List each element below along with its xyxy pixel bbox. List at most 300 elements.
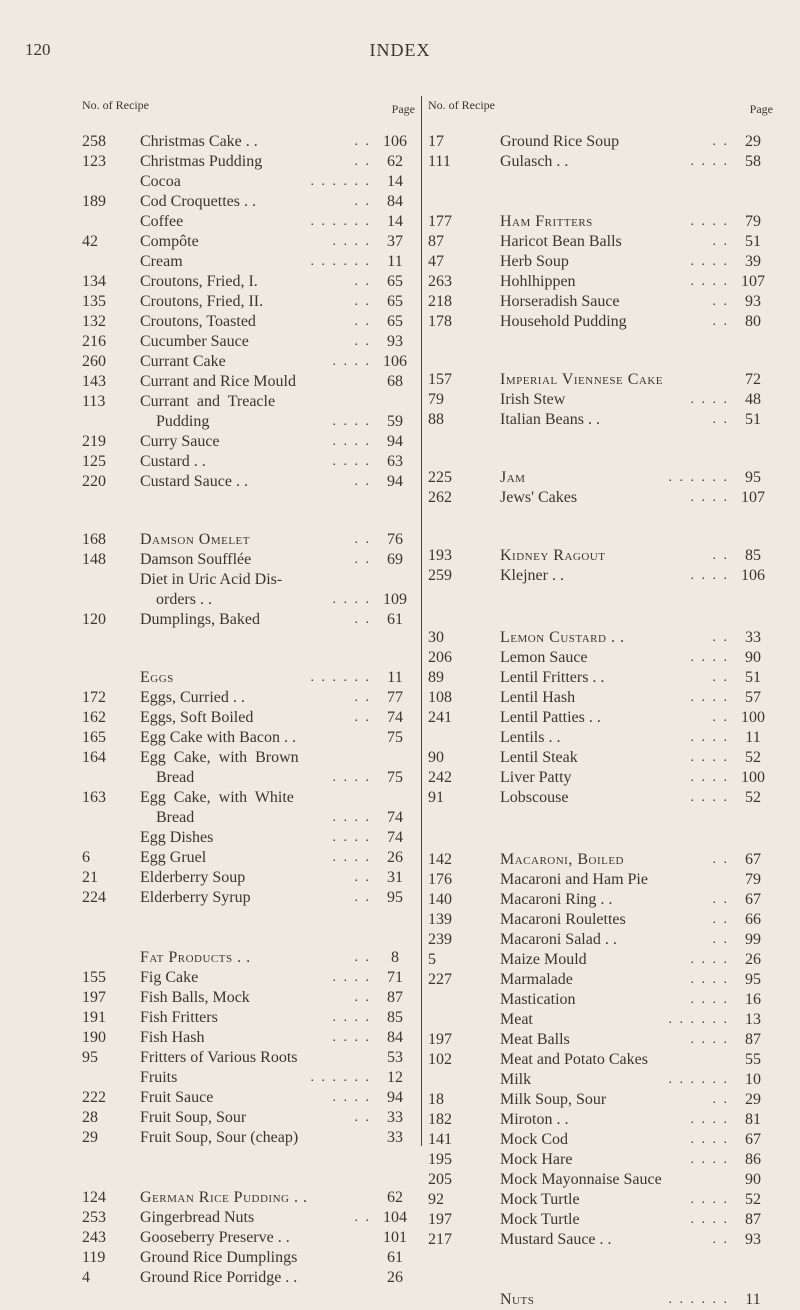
- page-reference: 75: [387, 769, 403, 786]
- recipe-number: 260: [82, 353, 106, 370]
- page-reference: 69: [387, 551, 403, 568]
- recipe-number: 123: [82, 153, 106, 170]
- recipe-number: 155: [82, 969, 106, 986]
- recipe-name: Kidney Ragout: [500, 547, 606, 564]
- page-reference: 59: [387, 413, 403, 430]
- recipe-name: Mock Cod: [500, 1131, 568, 1148]
- recipe-name: Gooseberry Preserve . .: [140, 1229, 290, 1246]
- page-reference: 52: [745, 749, 761, 766]
- leader-dots: . .: [354, 474, 371, 489]
- page-reference: 65: [387, 313, 403, 330]
- page-reference: 109: [383, 591, 407, 608]
- leader-dots: . . . .: [332, 1030, 371, 1045]
- page-reference: 26: [745, 951, 761, 968]
- recipe-name: Italian Beans . .: [500, 411, 600, 428]
- index-entry: [82, 968, 415, 988]
- leader-dots: . .: [712, 670, 729, 685]
- page-reference: 94: [387, 433, 403, 450]
- recipe-name: Gingerbread Nuts: [140, 1209, 255, 1226]
- page-reference: 71: [387, 969, 403, 986]
- leader-dots: . . . .: [690, 214, 729, 229]
- recipe-name: Milk Soup, Sour: [500, 1091, 607, 1108]
- leader-dots: . .: [354, 134, 371, 149]
- recipe-number: 108: [428, 689, 452, 706]
- recipe-name: Lentil Hash: [500, 689, 576, 706]
- index-entry: [428, 1130, 773, 1150]
- page-reference: 52: [745, 789, 761, 806]
- recipe-number: 191: [82, 1009, 106, 1026]
- recipe-number: 189: [82, 193, 106, 210]
- recipe-number: 132: [82, 313, 106, 330]
- index-entry: [82, 432, 415, 452]
- leader-dots: . . . .: [690, 750, 729, 765]
- leader-dots: . . . .: [690, 1032, 729, 1047]
- page-reference: 63: [387, 453, 403, 470]
- recipe-name: Meat and Potato Cakes: [500, 1051, 648, 1068]
- leader-dots: . . . .: [690, 1132, 729, 1147]
- page-reference: 61: [387, 1249, 403, 1266]
- index-entry: [82, 232, 415, 252]
- recipe-name: Hohlhippen: [500, 273, 576, 290]
- leader-dots: . . . . . .: [668, 1292, 729, 1307]
- index-entry: [82, 412, 415, 432]
- recipe-number: 182: [428, 1111, 452, 1128]
- leader-dots: . .: [354, 890, 371, 905]
- leader-dots: . .: [712, 234, 729, 249]
- recipe-number: 142: [428, 851, 452, 868]
- leader-dots: . . . .: [690, 568, 729, 583]
- index-entry: [428, 930, 773, 950]
- recipe-name: Compôte: [140, 233, 199, 250]
- index-entry: [82, 212, 415, 232]
- recipe-number: 139: [428, 911, 452, 928]
- leader-dots: . .: [712, 134, 729, 149]
- recipe-number: 5: [428, 951, 436, 968]
- leader-dots: . .: [354, 334, 371, 349]
- recipe-number: 239: [428, 931, 452, 948]
- recipe-name: Egg Dishes: [140, 829, 214, 846]
- recipe-number: 165: [82, 729, 106, 746]
- index-entry: [82, 1108, 415, 1128]
- recipe-number: 162: [82, 709, 106, 726]
- page-reference: 81: [745, 1111, 761, 1128]
- index-entry: [82, 808, 415, 828]
- page-reference: 66: [745, 911, 761, 928]
- leader-dots: . .: [712, 314, 729, 329]
- recipe-name: Bread: [140, 809, 195, 826]
- leader-dots: . . . .: [332, 454, 371, 469]
- recipe-number: 193: [428, 547, 452, 564]
- recipe-name: Mock Mayonnaise Sauce: [500, 1171, 662, 1188]
- recipe-name: Gulasch . .: [500, 153, 569, 170]
- index-entry: [82, 1268, 415, 1288]
- recipe-name: Irish Stew: [500, 391, 566, 408]
- page-reference: 39: [745, 253, 761, 270]
- page-reference: 77: [387, 689, 403, 706]
- recipe-number: 143: [82, 373, 106, 390]
- leader-dots: . .: [354, 314, 371, 329]
- index-entry: [82, 192, 415, 212]
- recipe-number: 262: [428, 489, 452, 506]
- index-entry: [82, 152, 415, 172]
- recipe-name: Elderberry Syrup: [140, 889, 251, 906]
- recipe-number: 30: [428, 629, 444, 646]
- recipe-number: 168: [82, 531, 106, 548]
- index-entry: [82, 452, 415, 472]
- index-entry: [428, 890, 773, 910]
- recipe-name: Egg Cake with Bacon . .: [140, 729, 296, 746]
- recipe-number: 17: [428, 133, 444, 150]
- index-entry: [428, 1050, 773, 1070]
- recipe-name: Ground Rice Porridge . .: [140, 1269, 298, 1286]
- recipe-number: 172: [82, 689, 106, 706]
- left-column: [82, 98, 415, 1286]
- index-entry: [428, 252, 773, 272]
- recipe-name: Currant Cake: [140, 353, 226, 370]
- recipe-name: Mock Hare: [500, 1151, 573, 1168]
- index-entry: [82, 1228, 415, 1248]
- right-column: [428, 98, 773, 1310]
- leader-dots: . .: [354, 950, 371, 965]
- page-reference: 33: [387, 1129, 403, 1146]
- page-reference: 93: [387, 333, 403, 350]
- index-entry: [428, 748, 773, 768]
- page-reference: 75: [387, 729, 403, 746]
- index-entry: [82, 472, 415, 492]
- leader-dots: . .: [712, 630, 729, 645]
- page-reference: 67: [745, 1131, 761, 1148]
- recipe-name: Klejner . .: [500, 567, 564, 584]
- leader-dots: . . . . . .: [310, 670, 371, 685]
- index-entry: [428, 488, 773, 508]
- recipe-name: orders . .: [140, 591, 212, 608]
- recipe-number: 197: [82, 989, 106, 1006]
- recipe-name: Milk: [500, 1071, 532, 1088]
- index-entry: [428, 728, 773, 748]
- leader-dots: . . . .: [332, 592, 371, 607]
- leader-dots: . . . .: [332, 1010, 371, 1025]
- recipe-name: Fruits: [140, 1069, 178, 1086]
- page-reference: 8: [391, 949, 399, 966]
- index-entry: [428, 546, 773, 566]
- recipe-name: Mock Turtle: [500, 1211, 580, 1228]
- recipe-name: Fruit Soup, Sour: [140, 1109, 247, 1126]
- page-reference: 95: [387, 889, 403, 906]
- leader-dots: . . . .: [690, 992, 729, 1007]
- page-reference: 11: [387, 669, 403, 686]
- index-entry: [82, 172, 415, 192]
- recipe-number: 95: [82, 1049, 98, 1066]
- recipe-number: 219: [82, 433, 106, 450]
- recipe-number: 91: [428, 789, 444, 806]
- page-reference: 62: [387, 1189, 403, 1206]
- recipe-name: Pudding: [140, 413, 210, 430]
- leader-dots: . .: [712, 710, 729, 725]
- index-entry: [82, 272, 415, 292]
- leader-dots: . .: [712, 912, 729, 927]
- index-entry: [82, 312, 415, 332]
- left-column-header: [82, 98, 415, 132]
- page-reference: 84: [387, 1029, 403, 1046]
- recipe-number: 4: [82, 1269, 90, 1286]
- page-header-label: Page: [749, 102, 773, 116]
- right-column-header: [428, 98, 773, 132]
- index-entry: [428, 468, 773, 488]
- page-reference: 95: [745, 469, 761, 486]
- recipe-number: 102: [428, 1051, 452, 1068]
- recipe-number: 135: [82, 293, 106, 310]
- leader-dots: . . . .: [332, 850, 371, 865]
- recipe-number: 6: [82, 849, 90, 866]
- recipe-name: Macaroni Ring . .: [500, 891, 613, 908]
- index-entry: [82, 728, 415, 748]
- page-reference: 58: [745, 153, 761, 170]
- page-reference: 84: [387, 193, 403, 210]
- leader-dots: . . . . . .: [310, 174, 371, 189]
- page-reference: 67: [745, 851, 761, 868]
- page-reference: 51: [745, 669, 761, 686]
- recipe-number: 119: [82, 1249, 106, 1266]
- recipe-name: Eggs, Soft Boiled: [140, 709, 254, 726]
- page-reference: 100: [741, 709, 765, 726]
- index-entry: [82, 948, 415, 968]
- leader-dots: . .: [712, 1092, 729, 1107]
- page-reference: 87: [387, 989, 403, 1006]
- leader-dots: . .: [712, 852, 729, 867]
- leader-dots: . . . .: [690, 730, 729, 745]
- recipe-name: Elderberry Soup: [140, 869, 246, 886]
- recipe-name: Lemon Sauce: [500, 649, 588, 666]
- recipe-name: Damson Omelet: [140, 531, 250, 548]
- index-entry: [82, 988, 415, 1008]
- index-entry: [428, 1030, 773, 1050]
- leader-dots: . . . .: [690, 490, 729, 505]
- group-spacer: [428, 430, 773, 468]
- page-reference: 72: [745, 371, 761, 388]
- page-reference: 51: [745, 411, 761, 428]
- index-entry: [82, 888, 415, 908]
- leader-dots: . .: [712, 892, 729, 907]
- page-reference: 14: [387, 173, 403, 190]
- recipe-name: Nuts: [500, 1291, 535, 1308]
- column-divider: [421, 96, 422, 1146]
- recipe-number: 134: [82, 273, 106, 290]
- group-spacer: [428, 808, 773, 850]
- page-reference: 62: [387, 153, 403, 170]
- index-entry: [428, 628, 773, 648]
- page-reference: 106: [383, 353, 407, 370]
- leader-dots: . . . .: [332, 414, 371, 429]
- recipe-number: 177: [428, 213, 452, 230]
- recipe-number: 242: [428, 769, 452, 786]
- recipe-name: Egg Gruel: [140, 849, 207, 866]
- recipe-number: 29: [82, 1129, 98, 1146]
- recipe-name: Coffee: [140, 213, 184, 230]
- leader-dots: . . . .: [690, 650, 729, 665]
- recipe-name: Egg Cake, with White: [140, 789, 294, 806]
- recipe-number: 89: [428, 669, 444, 686]
- index-entry: [428, 950, 773, 970]
- leader-dots: . .: [354, 294, 371, 309]
- recipe-name: Ham Fritters: [500, 213, 593, 230]
- group-spacer: [428, 508, 773, 546]
- recipe-number: 47: [428, 253, 444, 270]
- index-entry: [428, 648, 773, 668]
- page-reference: 90: [745, 1171, 761, 1188]
- recipe-number: 21: [82, 869, 98, 886]
- group-spacer: [428, 172, 773, 212]
- recipe-name: Mock Turtle: [500, 1191, 580, 1208]
- leader-dots: . . . . . .: [668, 1072, 729, 1087]
- leader-dots: . . . . . .: [668, 470, 729, 485]
- page-reference: 74: [387, 829, 403, 846]
- page-reference: 74: [387, 709, 403, 726]
- page-reference: 26: [387, 1269, 403, 1286]
- index-entry: [428, 1210, 773, 1230]
- index-entry: [428, 152, 773, 172]
- index-entry: [82, 668, 415, 688]
- index-entry: [428, 910, 773, 930]
- page-reference: 74: [387, 809, 403, 826]
- recipe-name: Marmalade: [500, 971, 573, 988]
- index-entry: [428, 1110, 773, 1130]
- index-entry: [428, 1090, 773, 1110]
- recipe-name: Macaroni, Boiled: [500, 851, 624, 868]
- leader-dots: . . . .: [690, 1152, 729, 1167]
- index-entry: [82, 252, 415, 272]
- page-reference: 65: [387, 273, 403, 290]
- recipe-number: 197: [428, 1031, 452, 1048]
- leader-dots: . . . .: [332, 234, 371, 249]
- recipe-name: Custard Sauce . .: [140, 473, 248, 490]
- recipe-name: Household Pudding: [500, 313, 627, 330]
- index-entry: [428, 1230, 773, 1250]
- recipe-name: Currant and Treacle: [140, 393, 276, 410]
- recipe-number: 218: [428, 293, 452, 310]
- page-reference: 99: [745, 931, 761, 948]
- page-reference: 68: [387, 373, 403, 390]
- index-entry: [82, 132, 415, 152]
- index-entry: [82, 590, 415, 610]
- recipe-name: Egg Cake, with Brown: [140, 749, 299, 766]
- page-reference: 106: [383, 133, 407, 150]
- index-entry: [82, 748, 415, 768]
- page-reference: 11: [387, 253, 403, 270]
- leader-dots: . .: [354, 870, 371, 885]
- recipe-name: Fruit Sauce: [140, 1089, 214, 1106]
- index-entry: [82, 828, 415, 848]
- recipe-number: 217: [428, 1231, 452, 1248]
- recipe-name: Lobscouse: [500, 789, 569, 806]
- recipe-name: Lentil Patties . .: [500, 709, 601, 726]
- recipe-name: Meat Balls: [500, 1031, 570, 1048]
- recipe-number: 148: [82, 551, 106, 568]
- page-reference: 31: [387, 869, 403, 886]
- page-reference: 94: [387, 1089, 403, 1106]
- recipe-number: 190: [82, 1029, 106, 1046]
- index-entry: [82, 550, 415, 570]
- page-reference: 94: [387, 473, 403, 490]
- index-entry: [82, 1088, 415, 1108]
- recipe-name: Macaroni Salad . .: [500, 931, 617, 948]
- index-entry: [82, 768, 415, 788]
- recipe-number: 197: [428, 1211, 452, 1228]
- page-number: 120: [25, 40, 51, 59]
- recipe-name: Mustard Sauce . .: [500, 1231, 612, 1248]
- recipe-name: Maize Mould: [500, 951, 587, 968]
- recipe-number: 227: [428, 971, 452, 988]
- page-reference: 48: [745, 391, 761, 408]
- page-reference: 87: [745, 1211, 761, 1228]
- recipe-name: Herb Soup: [500, 253, 569, 270]
- index-entry: [428, 370, 773, 390]
- group-spacer: [82, 1148, 415, 1188]
- index-entry: [428, 390, 773, 410]
- leader-dots: . . . .: [690, 952, 729, 967]
- page-reference: 33: [745, 629, 761, 646]
- recipe-number: 263: [428, 273, 452, 290]
- recipe-number-header: No. of Recipe: [82, 98, 149, 112]
- recipe-name: Diet in Uric Acid Dis-: [140, 571, 283, 588]
- leader-dots: . .: [354, 194, 371, 209]
- index-entry: [428, 870, 773, 890]
- index-entry: [82, 848, 415, 868]
- index-entry: [428, 410, 773, 430]
- index-entry: [428, 272, 773, 292]
- leader-dots: . . . .: [332, 970, 371, 985]
- leader-dots: . .: [354, 1210, 371, 1225]
- index-entry: [82, 332, 415, 352]
- leader-dots: . . . .: [690, 254, 729, 269]
- page-reference: 76: [387, 531, 403, 548]
- index-entry: [82, 392, 415, 412]
- recipe-number: 220: [82, 473, 106, 490]
- leader-dots: . .: [354, 612, 371, 627]
- index-entry: [82, 352, 415, 372]
- index-entry: [428, 788, 773, 808]
- page-reference: 95: [745, 971, 761, 988]
- index-entry: [428, 566, 773, 586]
- recipe-name: Fish Hash: [140, 1029, 205, 1046]
- index-entry: [82, 788, 415, 808]
- leader-dots: . . . . . .: [668, 1012, 729, 1027]
- recipe-number: 225: [428, 469, 452, 486]
- recipe-name: Fritters of Various Roots: [140, 1049, 298, 1066]
- recipe-number: 253: [82, 1209, 106, 1226]
- page-reference: 33: [387, 1109, 403, 1126]
- recipe-name: Ground Rice Dumplings: [140, 1249, 298, 1266]
- page-reference: 13: [745, 1011, 761, 1028]
- recipe-number: 164: [82, 749, 106, 766]
- leader-dots: . . . . . .: [310, 214, 371, 229]
- leader-dots: . . . .: [690, 274, 729, 289]
- recipe-name: Christmas Cake . .: [140, 133, 258, 150]
- recipe-name: Fruit Soup, Sour (cheap): [140, 1129, 299, 1146]
- leader-dots: . . . .: [332, 434, 371, 449]
- recipe-name: Mastication: [500, 991, 576, 1008]
- leader-dots: . .: [712, 932, 729, 947]
- leader-dots: . .: [354, 532, 371, 547]
- leader-dots: . .: [712, 412, 729, 427]
- recipe-number: 206: [428, 649, 452, 666]
- index-entry: [82, 292, 415, 312]
- recipe-name: Cucumber Sauce: [140, 333, 249, 350]
- recipe-number: 79: [428, 391, 444, 408]
- recipe-number: 90: [428, 749, 444, 766]
- recipe-number: 259: [428, 567, 452, 584]
- page-header: [0, 40, 800, 70]
- leader-dots: . .: [354, 990, 371, 1005]
